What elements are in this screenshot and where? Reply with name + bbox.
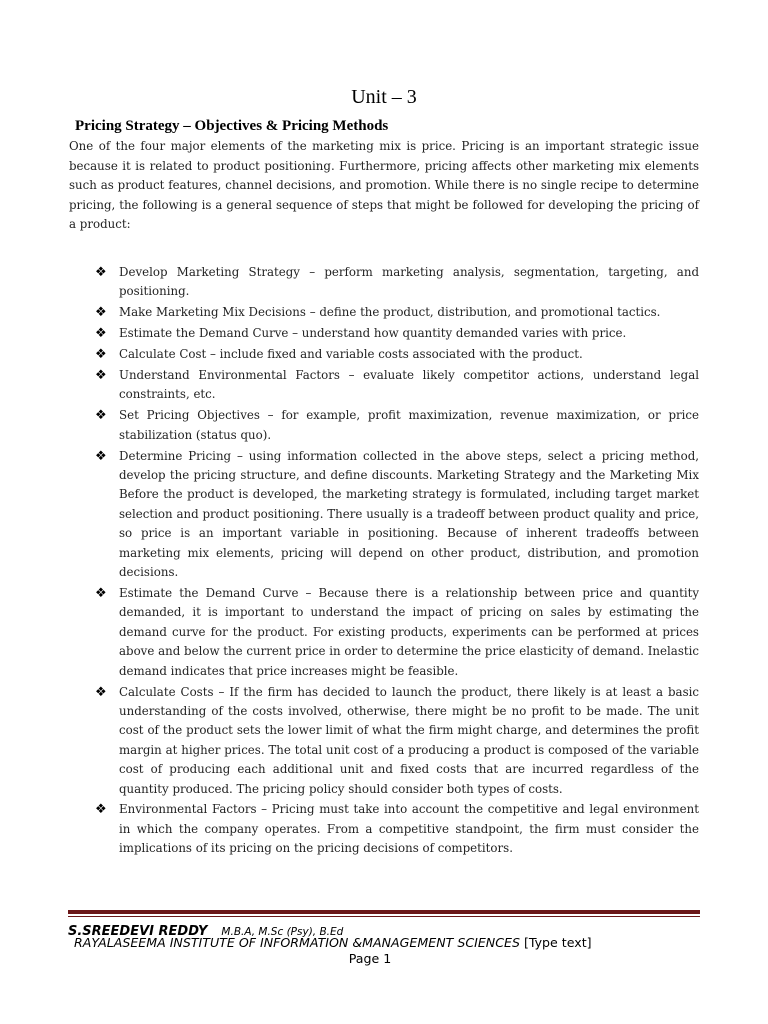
list-item-text: Make Marketing Mix Decisions – define the product, distribution, and promotional tactics. [119, 305, 661, 320]
page-number: Page 1 [348, 951, 392, 966]
footer-institute: RAYALASEEMA INSTITUTE OF INFORMATION &MANAGEMENT SCIENCES [74, 935, 520, 950]
footer-placeholder[interactable]: [Type text] [523, 935, 592, 950]
diamond-bullet-icon: ❖ [95, 408, 107, 424]
list-item-text: Understand Environmental Factors – evaluate likely competitor actions, understand legal constraints, etc. [119, 368, 699, 402]
footer-degrees: M.B.A, M.Sc (Psy), B.Ed [221, 926, 344, 938]
diamond-bullet-icon: ❖ [95, 326, 107, 342]
section-heading: Pricing Strategy – Objectives & Pricing Methods [75, 118, 389, 134]
diamond-bullet-icon: ❖ [95, 802, 107, 818]
list-item [95, 345, 699, 364]
diamond-bullet-icon: ❖ [95, 448, 107, 464]
list-item [95, 263, 699, 302]
list-item [95, 366, 699, 405]
list-item-text: Calculate Costs – If the firm has decided to launch the product, there likely is at least a basic understanding of the costs involved, otherwise, there might be no profit to be made. The unit cost of the product sets the lower limit of what the firm might charge, and determines the profit margin at higher prices. The total unit cost of a producing a product is composed of the variable cost of producing each additional unit and fixed costs that are incurred regardless of the quantity produced. The pricing policy should consider both types of costs. [119, 684, 699, 796]
footer-rule [68, 910, 700, 914]
list-item [95, 303, 699, 322]
list-item-text: Determine Pricing – using information collected in the above steps, select a pricing method, develop the pricing structure, and define discounts. Marketing Strategy and the Marketing Mix Before the product is developed, the marketing strategy is formulated, including target market selection and product positioning. There usually is a tradeoff between product quality and price, so price is an important variable in positioning. Because of inherent tradeoffs between marketing mix elements, pricing will depend on other product, distribution, and promotion decisions. [119, 448, 699, 580]
footer-author: S.SREEDEVI REDDY [68, 924, 208, 939]
list-item-text: Environmental Factors – Pricing must take into account the competitive and legal environment in which the company operates. From a competitive standpoint, the firm must consider the implications of its pricing on the pricing decisions of competitors. [119, 802, 699, 856]
unit-title: Unit – 3 [351, 86, 417, 108]
list-item-text: Set Pricing Objectives – for example, profit maximization, revenue maximization, or price stabilization (status quo). [119, 408, 699, 442]
diamond-bullet-icon: ❖ [95, 684, 107, 700]
list-item [95, 584, 699, 681]
diamond-bullet-icon: ❖ [95, 265, 107, 280]
intro-paragraph: One of the four major elements of the marketing mix is price. Pricing is an important strategic issue because it is related to product positioning. Furthermore, pricing affects other marketing mix elements such as product features, channel decisions, and promotion. While there is no single recipe to determine pricing, the following is a general sequence of steps that might be followed for developing the pricing of a product: [69, 139, 699, 232]
list-item [95, 800, 699, 858]
list-item-text: Calculate Cost – include fixed and variable costs associated with the product. [119, 347, 583, 362]
list-item-text: Estimate the Demand Curve – Because there is a relationship between price and quantity demanded, it is important to understand the impact of pricing on sales by estimating the demand curve for the product. For existing products, experiments can be performed at prices above and below the current price in order to determine the price elasticity of demand. Inelastic demand indicates that price increases might be feasible. [119, 586, 699, 678]
footer-rule-thin [68, 916, 700, 917]
list-item-text: Estimate the Demand Curve – understand how quantity demanded varies with price. [119, 326, 627, 341]
list-item [95, 683, 699, 799]
footer-institute-line [74, 935, 592, 950]
steps-list [95, 263, 699, 860]
list-item-text: Develop Marketing Strategy – perform marketing analysis, segmentation, targeting, and positioning. [119, 265, 699, 299]
list-item [95, 406, 699, 445]
list-item [95, 324, 699, 343]
diamond-bullet-icon: ❖ [95, 368, 107, 384]
diamond-bullet-icon: ❖ [95, 347, 107, 363]
diamond-bullet-icon: ❖ [95, 305, 107, 321]
list-item [95, 447, 699, 583]
diamond-bullet-icon: ❖ [95, 586, 107, 601]
